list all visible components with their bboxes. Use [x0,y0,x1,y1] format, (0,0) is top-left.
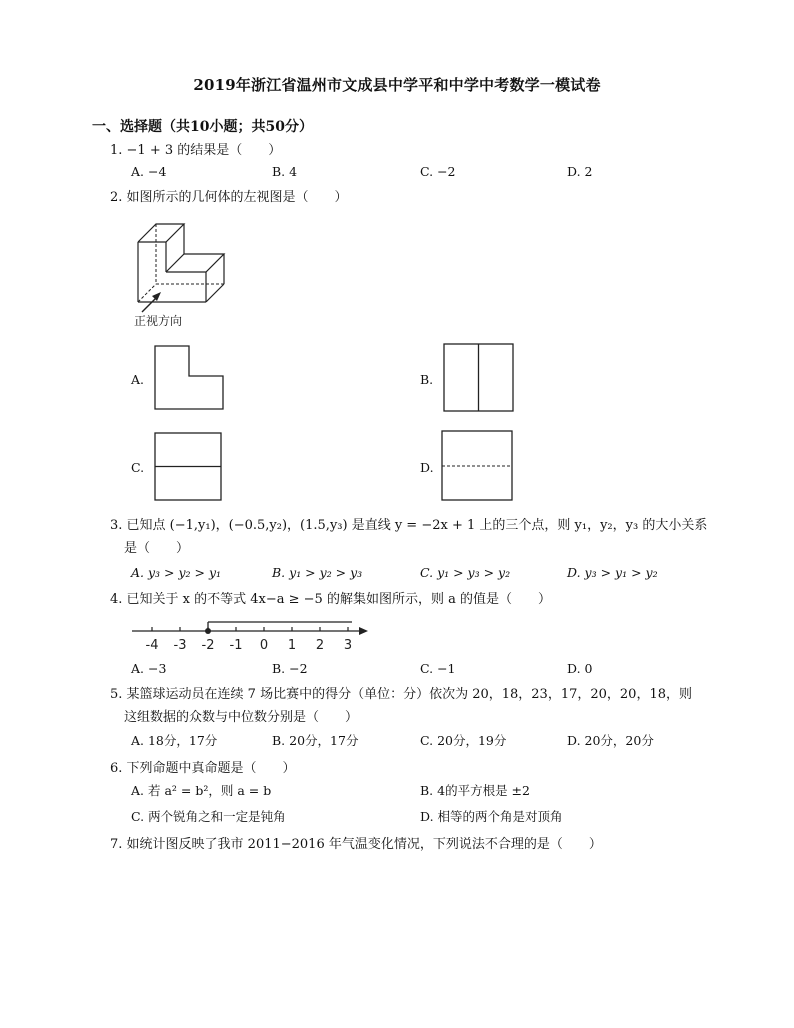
question-2-option-d-label[interactable]: D. [420,460,434,475]
question-1-option-b[interactable]: B. 4 [272,164,298,179]
question-4-option-c[interactable]: C. −1 [420,661,456,676]
question-6-option-a[interactable]: A. 若 a² = b²，则 a = b [131,783,272,798]
question-3-option-a[interactable]: A. y₃ > y₂ > y₁ [131,565,222,580]
number-line-tick-label: -2 [201,638,215,653]
question-5-stem-line-1: 5. 某篮球运动员在连续 7 场比赛中的得分（单位：分）依次为 20，18，23，17，20，20，18，则 [110,687,692,702]
option-a-shape[interactable] [154,345,226,411]
question-3-stem-line-2: 是（ ） [124,541,190,556]
question-1-option-c[interactable]: C. −2 [420,164,456,179]
question-2-option-a-label[interactable]: A. [131,372,145,387]
question-3-option-d[interactable]: D. y₃ > y₁ > y₂ [567,565,658,580]
number-line-tick-label: -4 [145,638,159,653]
question-2-option-c-label[interactable]: C. [131,460,145,475]
view-direction-label: 正视方向 [134,314,183,328]
number-line-tick-label: 2 [315,638,325,653]
question-5-stem-line-2: 这组数据的众数与中位数分别是（ ） [124,710,359,725]
question-7-stem: 7. 如统计图反映了我市 2011−2016 年气温变化情况，下列说法不合理的是（ ） [110,837,602,852]
question-4-stem: 4. 已知关于 x 的不等式 4x−a ≥ −5 的解集如图所示，则 a 的值是（ ） [110,592,551,607]
number-line-tick-label: -1 [229,638,243,653]
option-b-shape[interactable] [443,343,515,413]
number-line-tick-label: 3 [343,638,353,653]
page-title: 2019年浙江省温州市文成县中学平和中学中考数学一模试卷 [193,76,601,94]
question-5-option-b[interactable]: B. 20分，17分 [272,733,359,748]
question-1-stem: 1. −1 + 3 的结果是（ ） [110,143,282,158]
question-4-option-a[interactable]: A. −3 [131,661,167,676]
question-2-option-b-label[interactable]: B. [420,372,434,387]
number-line-tick-label: -3 [173,638,187,653]
question-6-stem: 6. 下列命题中真命题是（ ） [110,761,296,776]
question-3-stem-line-1: 3. 已知点 (−1,y₁)，(−0.5,y₂)，(1.5,y₃) 是直线 y = −2x + 1 上的三个点，则 y₁，y₂，y₃ 的大小关系 [110,518,708,533]
solid-figure [128,212,238,332]
question-2-stem: 2. 如图所示的几何体的左视图是（ ） [110,190,348,205]
number-line-tick-label: 0 [259,638,269,653]
number-line [130,616,370,654]
question-4-option-d[interactable]: D. 0 [567,661,593,676]
question-1-option-d[interactable]: D. 2 [567,164,593,179]
section-heading: 一、选择题（共10小题；共50分） [92,119,313,135]
question-3-option-c[interactable]: C. y₁ > y₃ > y₂ [420,565,511,580]
question-5-option-a[interactable]: A. 18分，17分 [131,733,218,748]
option-c-shape[interactable] [154,432,224,502]
question-3-option-b[interactable]: B. y₁ > y₂ > y₃ [272,565,363,580]
question-4-option-b[interactable]: B. −2 [272,661,308,676]
question-6-option-d[interactable]: D. 相等的两个角是对顶角 [420,809,563,824]
question-1-option-a[interactable]: A. −4 [131,164,167,179]
option-d-shape[interactable] [441,430,515,502]
question-6-option-b[interactable]: B. 4的平方根是 ±2 [420,783,530,798]
question-5-option-c[interactable]: C. 20分，19分 [420,733,507,748]
number-line-tick-label: 1 [287,638,297,653]
question-5-option-d[interactable]: D. 20分，20分 [567,733,654,748]
question-6-option-c[interactable]: C. 两个锐角之和一定是钝角 [131,809,286,824]
